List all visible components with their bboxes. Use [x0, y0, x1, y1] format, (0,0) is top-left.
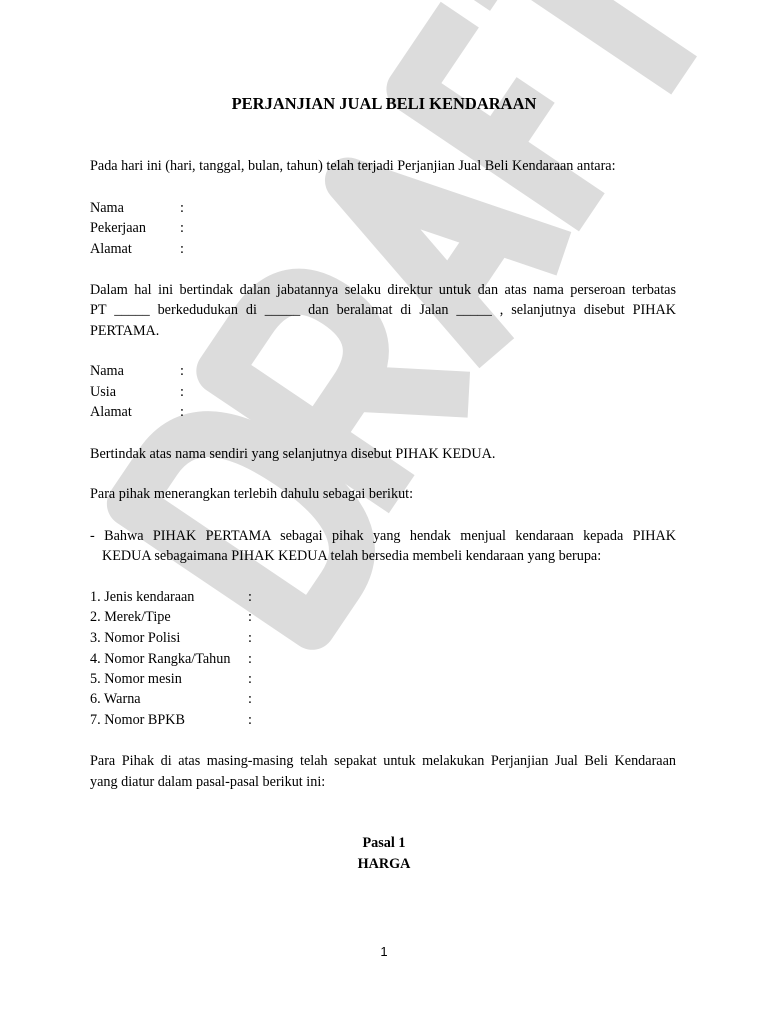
- field-label: Alamat: [90, 241, 132, 257]
- page-number: 1: [380, 944, 388, 959]
- vehicle-field-label: 6. Warna: [90, 691, 141, 707]
- field-separator: :: [248, 609, 252, 625]
- field-separator: :: [248, 630, 252, 646]
- vehicle-field-label: 2. Merek/Tipe: [90, 609, 171, 625]
- field-separator: :: [248, 712, 252, 728]
- field-separator: :: [180, 363, 184, 379]
- field-label: Nama: [90, 200, 124, 216]
- party1-paragraph-line: Dalam hal ini bertindak dalan jabatannya selaku direktur untuk dan atas nama perseroan terbatas: [90, 282, 676, 298]
- field-separator: :: [180, 200, 184, 216]
- intro-paragraph: Pada hari ini (hari, tanggal, bulan, tahun) telah terjadi Perjanjian Jual Beli Kendaraan antara:: [90, 158, 616, 174]
- field-label: Usia: [90, 384, 117, 400]
- field-separator: :: [248, 651, 252, 667]
- party2-field-row: [90, 402, 132, 422]
- party1-field-row: [90, 198, 124, 218]
- vehicle-field-label: 5. Nomor mesin: [90, 671, 182, 687]
- vehicle-field-label: 4. Nomor Rangka/Tahun: [90, 651, 231, 667]
- vehicle-field-label: 7. Nomor BPKB: [90, 712, 185, 728]
- party1-paragraph-line: PERTAMA.: [90, 323, 160, 339]
- field-separator: :: [248, 671, 252, 687]
- field-label: Nama: [90, 363, 124, 379]
- closing-line: yang diatur dalam pasal-pasal berikut ini:: [90, 774, 326, 790]
- field-separator: :: [180, 404, 184, 420]
- field-separator: :: [180, 384, 184, 400]
- field-label: Pekerjaan: [90, 220, 146, 236]
- vehicle-field-label: 1. Jenis kendaraan: [90, 589, 195, 605]
- field-separator: :: [248, 589, 252, 605]
- field-separator: :: [180, 220, 184, 236]
- document-title: PERJANJIAN JUAL BELI KENDARAAN: [231, 94, 537, 113]
- party1-paragraph-line: PT _____ berkedudukan di _____ dan beralamat di Jalan _____ , selanjutnya disebut PIHAK: [90, 302, 676, 318]
- pasal-number: Pasal 1: [362, 835, 406, 851]
- bullet-line: KEDUA sebagaimana PIHAK KEDUA telah bersedia membeli kendaraan yang berupa:: [102, 548, 602, 564]
- closing-line: Para Pihak di atas masing-masing telah sepakat untuk melakukan Perjanjian Jual Beli Kendaraan: [90, 753, 676, 769]
- preface-paragraph: Para pihak menerangkan terlebih dahulu sebagai berikut:: [90, 486, 414, 502]
- party2-field-row: [90, 361, 124, 381]
- bullet-line: - Bahwa PIHAK PERTAMA sebagai pihak yang hendak menjual kendaraan kepada PIHAK: [90, 528, 676, 544]
- party1-field-row: [90, 218, 146, 238]
- field-separator: :: [180, 241, 184, 257]
- vehicle-field-label: 3. Nomor Polisi: [90, 630, 181, 646]
- party2-paragraph: Bertindak atas nama sendiri yang selanjutnya disebut PIHAK KEDUA.: [90, 446, 496, 462]
- field-label: Alamat: [90, 404, 132, 420]
- party1-field-row: [90, 239, 132, 259]
- pasal-heading: HARGA: [357, 856, 411, 872]
- field-separator: :: [248, 691, 252, 707]
- party2-field-row: [90, 382, 116, 402]
